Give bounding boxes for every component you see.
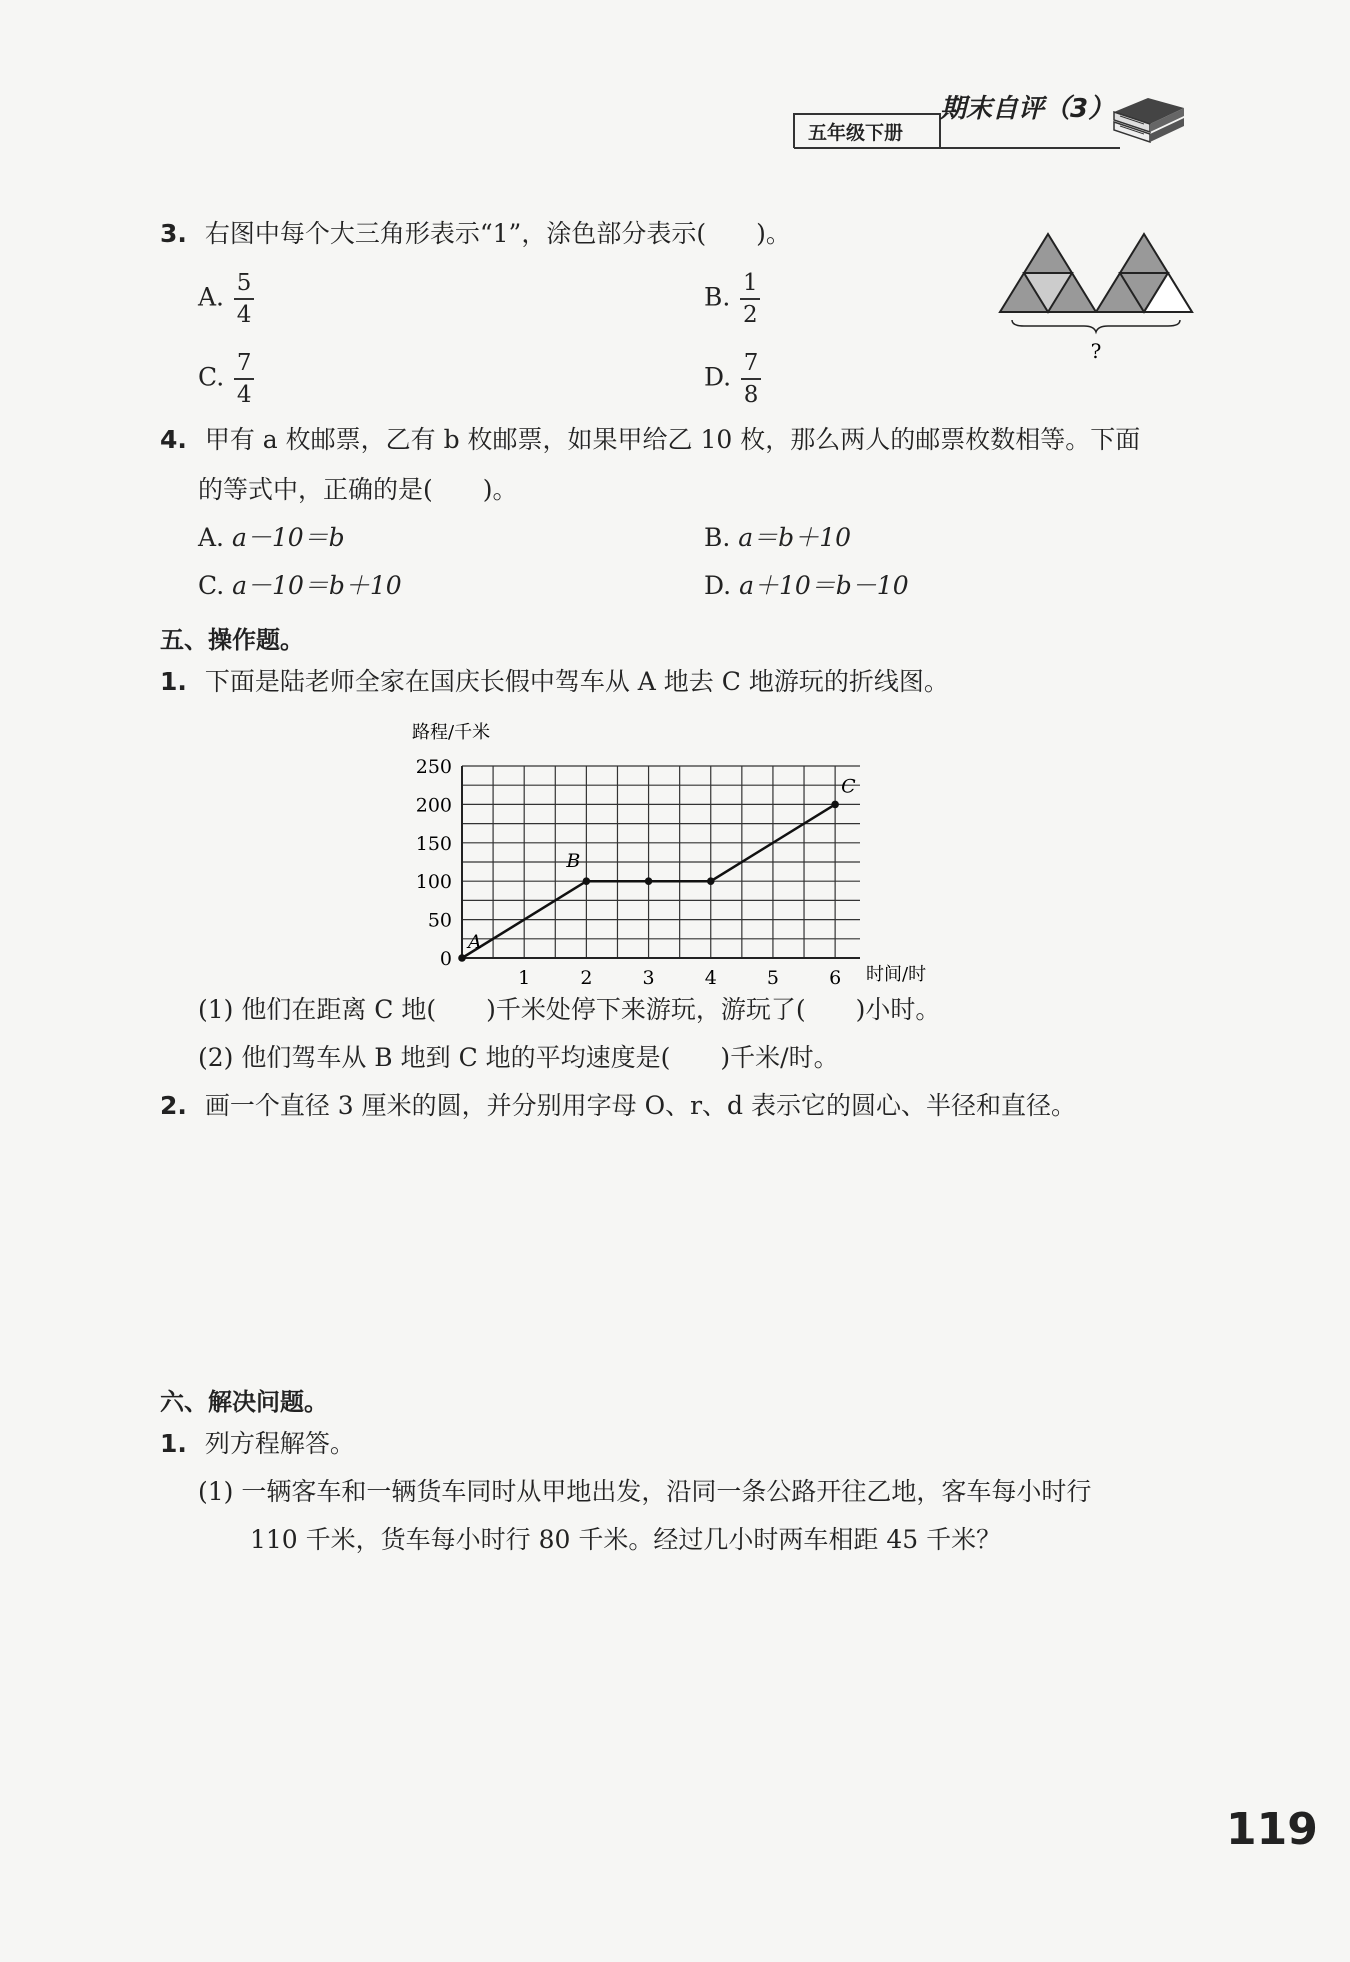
data-point (707, 877, 715, 885)
books-icon (1108, 82, 1188, 146)
y-tick-label: 250 (415, 756, 452, 778)
point-label: C (841, 775, 856, 798)
option-letter: D. (704, 571, 732, 600)
q4-stem-line1 (160, 424, 1140, 456)
x-tick-label: 5 (766, 967, 779, 988)
s6-q1-sub1-line1: (1) 一辆客车和一辆货车同时从甲地出发，沿同一条公路开往乙地，客车每小时行 (198, 1477, 1092, 1506)
q4-option-d (704, 570, 909, 602)
page-number: 119 (1226, 1804, 1318, 1855)
q3-option-c (198, 350, 254, 408)
q4-option-b (704, 522, 851, 554)
option-letter: C. (198, 571, 225, 600)
option-expr: a－10＝b (231, 523, 345, 552)
s5-q1-sub2: (2) 他们驾车从 B 地到 C 地的平均速度是( )千米/时。 (198, 1043, 839, 1072)
y-tick-label: 50 (427, 909, 452, 932)
triangle-right (1096, 234, 1192, 312)
figure-question-mark: ? (1090, 339, 1102, 363)
option-expr: a＋10＝b－10 (739, 571, 909, 600)
header-grade: 五年级下册 (808, 122, 904, 144)
q3-stem (160, 218, 791, 250)
data-point (583, 877, 591, 885)
q4-stem-line2: 的等式中，正确的是( )。 (198, 475, 518, 504)
s5-q2-text: 画一个直径 3 厘米的圆，并分别用字母 O、r、d 表示它的圆心、半径和直径。 (204, 1091, 1077, 1120)
section5-title: 五、操作题。 (160, 626, 304, 654)
s5-q1-stem (160, 666, 949, 698)
triangles-figure (998, 232, 1196, 372)
numerator: 1 (743, 270, 758, 296)
s6-q1-stem (160, 1428, 355, 1460)
line-chart (400, 718, 980, 988)
option-letter: A. (198, 523, 225, 552)
q3-number: 3. (160, 219, 187, 248)
page-header (790, 92, 1190, 152)
denominator: 4 (236, 301, 252, 328)
y-tick-label: 200 (415, 794, 452, 817)
section6-title: 六、解决问题。 (160, 1388, 328, 1416)
header-title: 期末自评（3） (940, 94, 1115, 124)
denominator: 4 (236, 381, 252, 408)
fraction (740, 270, 760, 328)
x-axis-label: 时间/时 (866, 964, 927, 985)
q4-option-a (198, 522, 345, 554)
q3-option-a (198, 270, 254, 328)
q4-number: 4. (160, 425, 187, 454)
option-letter: B. (704, 282, 731, 312)
triangle-left (1000, 234, 1096, 312)
y-tick-label: 150 (415, 832, 452, 855)
data-point (458, 954, 466, 962)
q3-option-b (704, 270, 760, 328)
option-expr: a＝b＋10 (738, 523, 852, 552)
option-letter: C. (198, 362, 225, 392)
s5-q1-text: 下面是陆老师全家在国庆长假中驾车从 A 地去 C 地游玩的折线图。 (204, 667, 949, 696)
s5-q2-stem (160, 1090, 1076, 1122)
s6-q1-text: 列方程解答。 (204, 1429, 355, 1458)
x-tick-label: 4 (704, 967, 717, 988)
q4-text-line1: 甲有 a 枚邮票，乙有 b 枚邮票，如果甲给乙 10 枚，那么两人的邮票枚数相等。下面 (204, 425, 1141, 454)
numerator: 5 (236, 270, 252, 296)
q4-option-c (198, 570, 402, 602)
fraction (234, 350, 254, 408)
s5-q1-number: 1. (160, 667, 187, 696)
y-tick-label: 0 (439, 948, 452, 970)
denominator: 8 (743, 381, 759, 408)
s6-q1-sub1-line2: 110 千米，货车每小时行 80 千米。经过几小时两车相距 45 千米？ (250, 1525, 1002, 1554)
fraction (234, 270, 254, 328)
q3-option-d (704, 350, 761, 408)
s5-q1-sub1: (1) 他们在距离 C 地( )千米处停下来游玩，游玩了( )小时。 (198, 995, 941, 1024)
q3-text: 右图中每个大三角形表示“1”，涂色部分表示( )。 (204, 219, 791, 248)
x-tick-label: 6 (829, 967, 842, 988)
numerator: 7 (236, 350, 252, 376)
x-tick-label: 3 (642, 967, 655, 988)
option-letter: B. (704, 523, 731, 552)
fraction (741, 350, 761, 408)
point-label: B (566, 850, 581, 873)
data-point (645, 877, 653, 885)
y-tick-label: 100 (415, 871, 452, 894)
option-letter: A. (198, 282, 225, 312)
data-point (831, 801, 839, 809)
x-tick-label: 2 (580, 967, 593, 988)
denominator: 2 (743, 301, 758, 328)
y-axis-label: 路程/千米 (412, 722, 491, 743)
s6-q1-number: 1. (160, 1429, 187, 1458)
numerator: 7 (743, 350, 759, 376)
option-letter: D. (704, 362, 732, 392)
option-expr: a－10＝b＋10 (232, 571, 402, 600)
x-tick-label: 1 (518, 967, 531, 988)
point-label: A (468, 931, 482, 953)
s5-q2-number: 2. (160, 1091, 187, 1120)
